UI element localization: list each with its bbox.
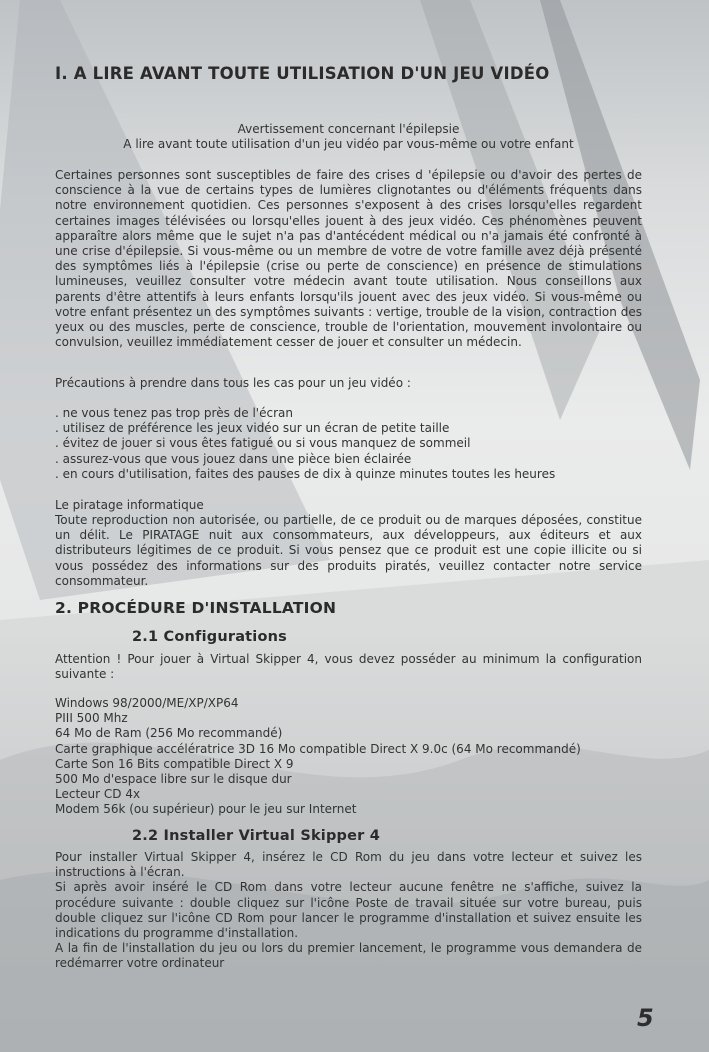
list-item: . ne vous tenez pas trop près de l'écran xyxy=(55,406,293,420)
epilepsy-paragraph: Certaines personnes sont susceptibles de faire des crises d 'épilepsie ou d'avoir des pertes de conscience à la vue de certains types de lumières clignotantes ou d'éléments fréquents dans notre environnement quotidien. Ces personnes s'exposent à des crises lorsqu'elles regardent certaines images télévisées ou lorsqu'elles jouent à des jeux vidéo. Ces phénomènes peuvent apparaître alors même que le sujet n'a pas d'antécédent médical ou n'a jamais été confronté à une crise d'épilepsie. Si vous-même ou un membre de votre de votre famille avez déjà présenté des symptômes liés à l'épilepsie (crise ou perte de conscience) en présence de stimulations lumineuses, veuillez consulter votre médecin avant toute utilisation. Nous conseillons aux parents d'être attentifs à leurs enfants lorsqu'ils jouent avec des jeux vidéo. Si vous-même ou votre enfant présentez un des symptômes suivants : vertige, trouble de la vision, contraction des yeux ou des muscles, perte de conscience, trouble de l'orientation, mouvement involontaire ou convulsion, veuillez immédiatement cesser de jouer et consulter un médecin. xyxy=(55,168,642,350)
list-item: Modem 56k (ou supérieur) pour le jeu sur Internet xyxy=(55,802,357,817)
subsection-2-2-title: 2.2 Installer Virtual Skipper 4 xyxy=(132,828,381,844)
configuration-intro: Attention ! Pour jouer à Virtual Skipper 4, vous devez posséder au minimum la configuration suivante : xyxy=(55,652,642,682)
precautions-list xyxy=(55,406,642,482)
epilepsy-warning-heading xyxy=(55,122,642,152)
piracy-heading: Le piratage informatique xyxy=(55,498,204,512)
list-item: Lecteur CD 4x xyxy=(55,787,141,802)
install-instructions xyxy=(55,850,642,972)
list-item: PIII 500 Mhz xyxy=(55,711,128,726)
requirements-list xyxy=(55,696,642,818)
list-item: . évitez de jouer si vous êtes fatigué ou si vous manquez de sommeil xyxy=(55,436,471,451)
page-number: 5 xyxy=(637,1004,654,1032)
list-item: . assurez-vous que vous jouez dans une pièce bien éclairée xyxy=(55,451,412,466)
warning-heading-line-2: A lire avant toute utilisation d'un jeu vidéo par vous-même ou votre enfant xyxy=(123,137,574,152)
list-item: Windows 98/2000/ME/XP/XP64 xyxy=(55,696,239,710)
list-item: . en cours d'utilisation, faites des pauses de dix à quinze minutes toutes les heures xyxy=(55,466,556,481)
list-item: Carte Son 16 Bits compatible Direct X 9 xyxy=(55,756,294,771)
precautions-heading: Précautions à prendre dans tous les cas pour un jeu vidéo : xyxy=(55,376,411,390)
list-item: 500 Mo d'espace libre sur le disque dur xyxy=(55,772,292,787)
install-paragraph: Pour installer Virtual Skipper 4, insérez le CD Rom du jeu dans votre lecteur et suivez les instructions à l'écran. xyxy=(55,850,642,880)
section-1-title: I. A LIRE AVANT TOUTE UTILISATION D'UN JEU VIDÉO xyxy=(55,64,550,83)
list-item: . utilisez de préférence les jeux vidéo sur un écran de petite taille xyxy=(55,421,450,436)
warning-heading-line-1: Avertissement concernant l'épilepsie xyxy=(237,122,460,136)
list-item: 64 Mo de Ram (256 Mo recommandé) xyxy=(55,726,283,741)
install-paragraph: Si après avoir inséré le CD Rom dans votre lecteur aucune fenêtre ne s'affiche, suivez la procédure suivante : double cliquez sur l'icône Poste de travail située sur votre bureau, puis double cliquez sur l'icône CD Rom pour lancer le programme d'installation et suivez ensuite les indications du programme d'installation. xyxy=(55,880,642,941)
piracy-paragraph: Toute reproduction non autorisée, ou partielle, de ce produit ou de marques déposées, constitue un délit. Le PIRATAGE nuit aux consommateurs, aux développeurs, aux éditeurs et aux distributeurs légitimes de ce produit. Si vous pensez que ce produit est une copie illicite ou si vous possédez des informations sur des produits piratés, veuillez contacter notre service consommateur. xyxy=(55,513,642,588)
subsection-2-1-title: 2.1 Configurations xyxy=(132,629,287,645)
section-2-title: 2. PROCÉDURE D'INSTALLATION xyxy=(55,599,337,617)
install-paragraph: A la fin de l'installation du jeu ou lors du premier lancement, le programme vous demandera de redémarrer votre ordinateur xyxy=(55,941,642,971)
list-item: Carte graphique accélératrice 3D 16 Mo compatible Direct X 9.0c (64 Mo recommandé) xyxy=(55,741,581,756)
